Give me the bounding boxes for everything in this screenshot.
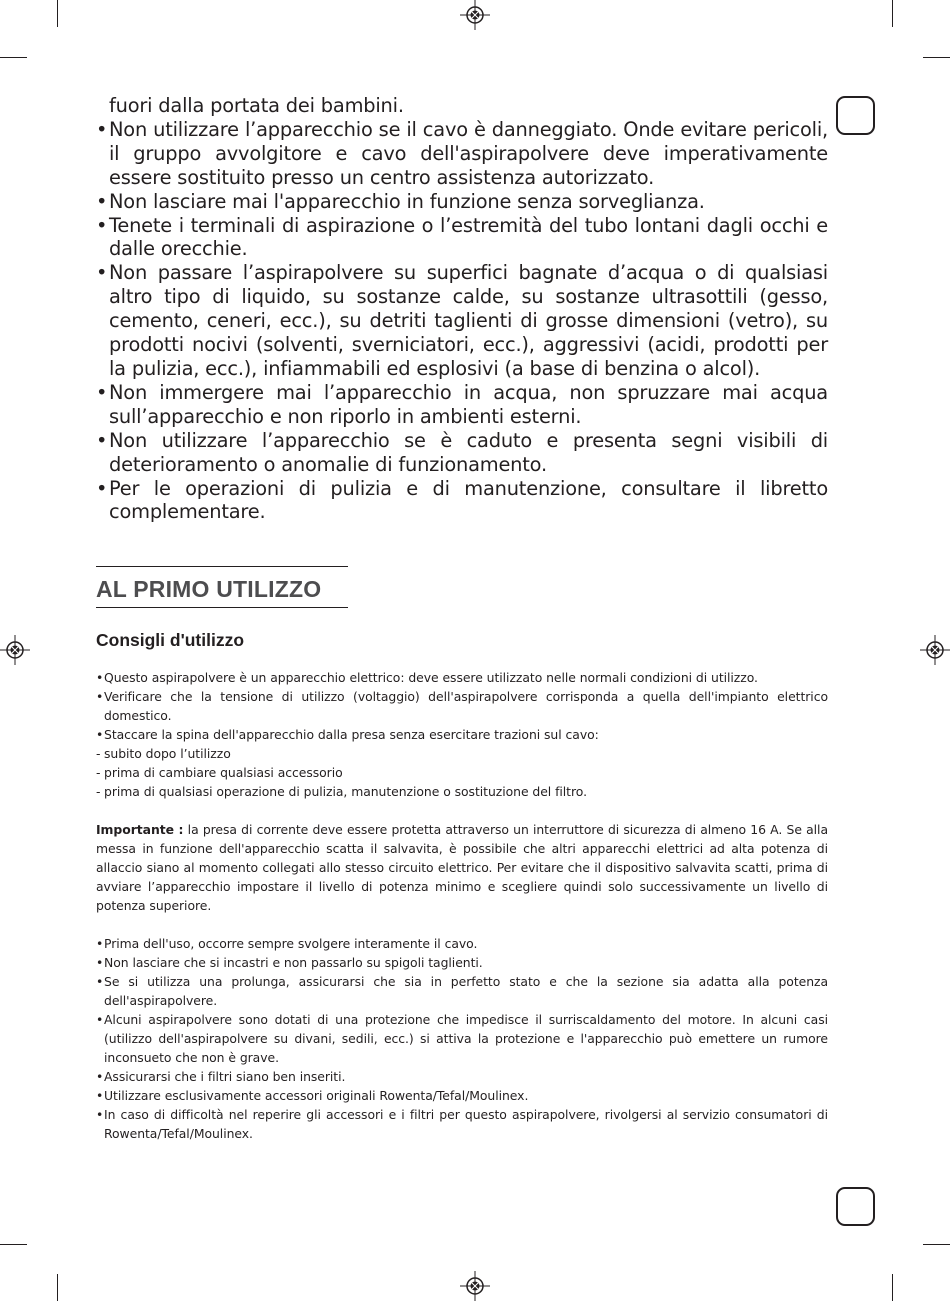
crop-mark-icon: [57, 0, 58, 27]
crop-mark-icon: [892, 0, 893, 27]
list-item: - subito dopo l’utilizzo: [96, 744, 828, 763]
list-item: • Utilizzare esclusivamente accessori originali Rowenta/Tefal/Moulinex.: [96, 1086, 828, 1105]
crop-mark-icon: [892, 1274, 893, 1301]
tips-list: [96, 668, 828, 801]
list-item: fuori dalla portata dei bambini.: [109, 94, 404, 117]
list-item: • Non utilizzare l’apparecchio se il cavo è danneggiato. Onde evitare pericoli, il gruppo avvolgitore e cavo dell'aspirapolvere deve imperativamente essere sostituito presso un centro assistenza autorizzato.: [96, 118, 828, 190]
page-tab-bottom: [836, 1187, 875, 1226]
important-label: Importante :: [96, 822, 184, 837]
registration-mark-icon: [0, 635, 30, 665]
crop-mark-icon: [0, 57, 27, 58]
registration-mark-icon: [920, 635, 950, 665]
list-item: • Prima dell'uso, occorre sempre svolgere interamente il cavo.: [96, 934, 828, 953]
list-item: - prima di qualsiasi operazione di pulizia, manutenzione o sostituzione del filtro.: [96, 782, 828, 801]
list-item: • In caso di difficoltà nel reperire gli accessori e i filtri per questo aspirapolvere, rivolgersi al servizio consumatori di Rowenta/Tefal/Moulinex.: [96, 1105, 828, 1143]
list-item: • Assicurarsi che i filtri siano ben inseriti.: [96, 1067, 828, 1086]
important-text: la presa di corrente deve essere protetta attraverso un interruttore di sicurezza di almeno 16 A. Se alla messa in funzione dell'apparecchio scatta il salvavita, è possibile che altri apparecchi elettrici ad alta potenza di allaccio siano al momento collegati allo stesso circuito elettrico. Per evitare che il dispositivo salvavita scatti, prima di avviare l’apparecchio impostare il livello di potenza minimo e scegliere quindi solo successivamente un livello di potenza superiore.: [96, 822, 828, 913]
list-item: • Verificare che la tensione di utilizzo (voltaggio) dell'aspirapolvere corrisponda a quella dell'impianto elettrico domestico.: [96, 687, 828, 725]
list-item: • Se si utilizza una prolunga, assicurarsi che sia in perfetto stato e che la sezione sia adatta alla potenza dell'aspirapolvere.: [96, 972, 828, 1010]
safety-instructions-list: [96, 94, 828, 524]
section-rule-bottom: [96, 607, 348, 608]
list-item: • Questo aspirapolvere è un apparecchio elettrico: deve essere utilizzato nelle normali condizioni di utilizzo.: [96, 668, 828, 687]
list-item: • Alcuni aspirapolvere sono dotati di una protezione che impedisce il surriscaldamento del motore. In alcuni casi (utilizzo dell'aspirapolvere su divani, sedili, ecc.) si attiva la protezione e l'apparecchio può emettere un rumore inconsueto che non è grave.: [96, 1010, 828, 1067]
section-title: AL PRIMO UTILIZZO: [96, 576, 322, 602]
list-item: • Staccare la spina dell'apparecchio dalla presa senza esercitare trazioni sul cavo:: [96, 725, 828, 744]
important-note: [96, 820, 828, 915]
registration-mark-icon: [460, 0, 490, 30]
list-item: • Non lasciare mai l'apparecchio in funzione senza sorveglianza.: [96, 190, 828, 214]
list-item: • Non passare l’aspirapolvere su superfici bagnate d’acqua o di qualsiasi altro tipo di liquido, su sostanze calde, su sostanze ultrasottili (gesso, cemento, ceneri, ecc.), su detriti taglienti di grosse dimensioni (vetro), su prodotti nocivi (solventi, sverniciatori, ecc.), aggressivi (acidi, prodotti per la pulizia, ecc.), infiammabili ed esplosivi (a base di benzina o alcol).: [96, 261, 828, 381]
registration-mark-icon: [460, 1271, 490, 1301]
page-tab-top: [836, 96, 875, 135]
list-item: • Per le operazioni di pulizia e di manutenzione, consultare il libretto complementare.: [96, 477, 828, 525]
list-item: • Non lasciare che si incastri e non passarlo su spigoli taglienti.: [96, 953, 828, 972]
crop-mark-icon: [923, 57, 950, 58]
crop-mark-icon: [57, 1274, 58, 1301]
usage-list: [96, 934, 828, 1143]
crop-mark-icon: [0, 1244, 27, 1245]
list-item: • Tenete i terminali di aspirazione o l’estremità del tubo lontani dagli occhi e dalle orecchie.: [96, 214, 828, 262]
crop-mark-icon: [923, 1244, 950, 1245]
list-item: - prima di cambiare qualsiasi accessorio: [96, 763, 828, 782]
subsection-title: Consigli d'utilizzo: [96, 630, 245, 650]
list-item: • Non utilizzare l’apparecchio se è caduto e presenta segni visibili di deterioramento o anomalie di funzionamento.: [96, 429, 828, 477]
section-rule-top: [96, 566, 348, 567]
list-item: • Non immergere mai l’apparecchio in acqua, non spruzzare mai acqua sull’apparecchio e non riporlo in ambienti esterni.: [96, 381, 828, 429]
